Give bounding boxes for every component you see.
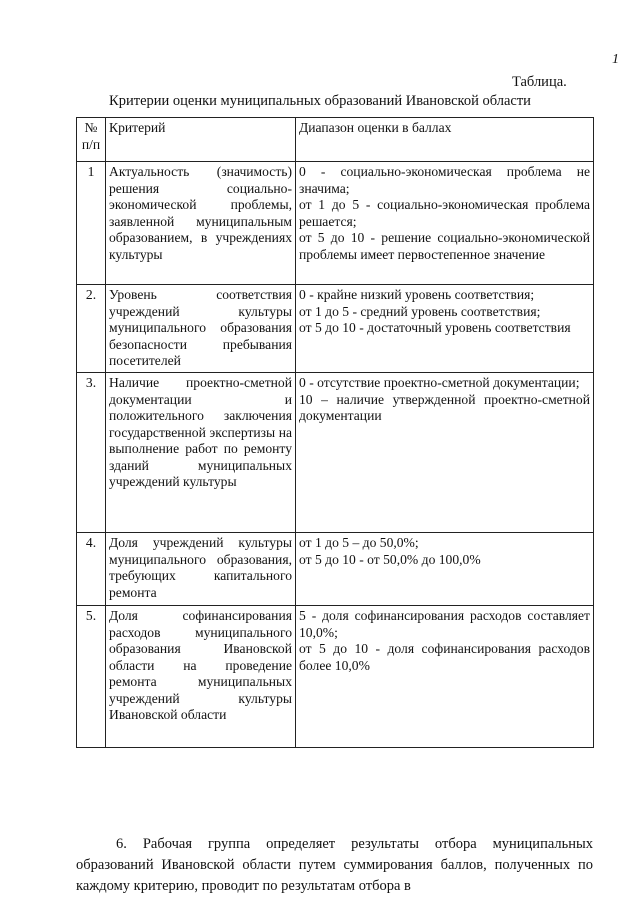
score-line: 0 - отсутствие проектно-сметной документации; bbox=[299, 375, 580, 390]
row-number: 5. bbox=[77, 606, 106, 748]
score-line: от 1 до 5 - средний уровень соответствия; bbox=[299, 303, 541, 319]
table-row bbox=[77, 533, 594, 606]
row-number: 4. bbox=[77, 533, 106, 606]
score-line: от 1 до 5 - социально-экономическая проблема решается; bbox=[299, 197, 590, 229]
score-line: от 5 до 10 - от 50,0% до 100,0% bbox=[299, 551, 481, 567]
table-title: Критерии оценки муниципальных образований Ивановской области bbox=[109, 93, 531, 109]
table-row bbox=[77, 162, 594, 285]
header-number: № п/п bbox=[77, 118, 106, 162]
row-number: 2. bbox=[77, 285, 106, 373]
score-line: от 1 до 5 – до 50,0%; bbox=[299, 535, 419, 550]
row-score-range bbox=[296, 285, 594, 373]
table-caption-label: Таблица. bbox=[512, 74, 567, 90]
row-score-range bbox=[296, 606, 594, 748]
criteria-table bbox=[76, 117, 594, 748]
table-row bbox=[77, 606, 594, 748]
header-criterion: Критерий bbox=[106, 118, 296, 162]
row-score-range bbox=[296, 373, 594, 533]
header-score-range: Диапазон оценки в баллах bbox=[296, 118, 594, 162]
row-criterion: Доля учреждений культуры муниципального образования, требующих капитального ремонта bbox=[106, 533, 296, 606]
score-line: от 5 до 10 - решение социально-экономической проблемы имеет первостепенное значение bbox=[299, 230, 590, 262]
score-line: 0 - социально-экономическая проблема не значима; bbox=[299, 164, 590, 196]
table-row bbox=[77, 373, 594, 533]
row-criterion: Доля софинансирования расходов муниципального образования Ивановской области на проведение ремонта муниципальных учреждений культуры Ивановской области bbox=[106, 606, 296, 748]
table-header-row bbox=[77, 118, 594, 162]
body-paragraph: 6. Рабочая группа определяет результаты отбора муниципальных образований Ивановской области путем суммирования баллов, полученных по каждому критерию, проводит по результатам отбора в bbox=[76, 835, 593, 894]
row-number: 1 bbox=[77, 162, 106, 285]
table-row bbox=[77, 285, 594, 373]
score-line: 0 - крайне низкий уровень соответствия; bbox=[299, 287, 535, 302]
score-line: от 5 до 10 - доля софинансирования расходов более 10,0% bbox=[299, 641, 590, 673]
page-number-mark: 1 bbox=[612, 52, 619, 67]
score-line: от 5 до 10 - достаточный уровень соответствия bbox=[299, 320, 571, 335]
row-criterion: Актуальность (значимость) решения социально-экономической проблемы, заявленной муниципальным образованием, в учреждениях культуры bbox=[106, 162, 296, 285]
row-score-range bbox=[296, 533, 594, 606]
row-score-range bbox=[296, 162, 594, 285]
row-criterion: Уровень соответствия учреждений культуры муниципального образования безопасности пребывания посетителей bbox=[106, 285, 296, 373]
score-line: 5 - доля софинансирования расходов составляет 10,0%; bbox=[299, 608, 590, 640]
row-criterion: Наличие проектно-сметной документации и положительного заключения государственной экспертизы на выполнение работ по ремонту зданий муниципальных учреждений культуры bbox=[106, 373, 296, 533]
row-number: 3. bbox=[77, 373, 106, 533]
score-line: 10 – наличие утвержденной проектно-сметной документации bbox=[299, 391, 590, 423]
